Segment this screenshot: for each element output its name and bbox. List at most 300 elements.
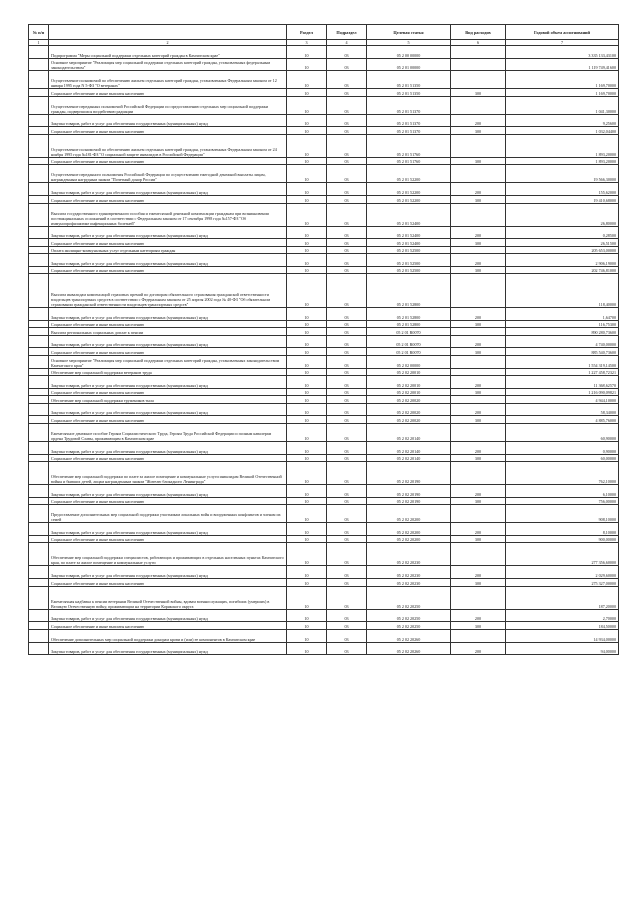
row-amount-cell: 1 032,04400 bbox=[506, 127, 619, 135]
row-name-cell: Социальное обеспечение и иные выплаты населению bbox=[49, 497, 287, 505]
header-subsection: Подраздел bbox=[327, 25, 367, 40]
header-section: Раздел bbox=[287, 25, 327, 40]
row-subsection-cell: 03 bbox=[327, 441, 367, 454]
table-row bbox=[29, 497, 619, 505]
row-amount-cell: 1 041,30000 bbox=[506, 96, 619, 114]
row-expense-type-cell: 300 bbox=[451, 127, 506, 135]
row-name-cell: Закупка товаров, работ и услуг для обеспечения государственных (муниципальных) нужд bbox=[49, 335, 287, 348]
row-expense-type-cell: 200 bbox=[451, 566, 506, 579]
row-name-cell: Выплата инвалидам компенсаций страховых премий по договорам обязательного страхования гражданской ответственности владельцев транспортных средств в соответствии с Федеральным законом от 25 апреля 2002 года № 40-ФЗ "Об обязательном страховании гражданской ответственности владельцев транспортных средств" bbox=[49, 274, 287, 308]
row-name-cell: Социальное обеспечение и иные выплаты населению bbox=[49, 127, 287, 135]
table-row bbox=[29, 239, 619, 247]
row-name-cell: Закупка товаров, работ и услуг для обеспечения государственных (муниципальных) нужд bbox=[49, 307, 287, 320]
row-subsection-cell: 03 bbox=[327, 579, 367, 587]
document-page bbox=[28, 24, 618, 655]
row-subsection-cell: 03 bbox=[327, 368, 367, 376]
row-name-cell: Обеспечение мер социальной поддержки по плате за жилое помещение и коммунальные услуги инвалидам Великой Отечественной войны и бывших детей, лицам награжденным знаком "Жителю блокадного Ленинграда" bbox=[49, 462, 287, 485]
row-subsection-cell: 03 bbox=[327, 403, 367, 416]
row-expense-type-cell: 300 bbox=[451, 157, 506, 165]
row-subsection-cell: 03 bbox=[327, 462, 367, 485]
table-row bbox=[29, 396, 619, 404]
row-name-cell: Закупка товаров, работ и услуг для обеспечения государственных (муниципальных) нужд bbox=[49, 642, 287, 655]
row-target-article-cell: 05 2 02 20190 bbox=[367, 497, 451, 505]
row-expense-type-cell: 200 bbox=[451, 335, 506, 348]
row-section-cell: 10 bbox=[287, 328, 327, 336]
row-name-cell: Социальное обеспечение и иные выплаты населению bbox=[49, 89, 287, 97]
table-row bbox=[29, 416, 619, 424]
row-section-cell: 10 bbox=[287, 423, 327, 441]
row-section-cell: 10 bbox=[287, 89, 327, 97]
row-expense-type-cell: 200 bbox=[451, 254, 506, 267]
row-amount-cell: 26,80000 bbox=[506, 203, 619, 226]
row-subsection-cell: 03 bbox=[327, 335, 367, 348]
row-number-cell bbox=[29, 183, 49, 196]
row-target-article-cell: 05 2 02 20190 bbox=[367, 485, 451, 498]
row-amount-cell: 26,51500 bbox=[506, 239, 619, 247]
row-number-cell bbox=[29, 335, 49, 348]
row-subsection-cell: 03 bbox=[327, 505, 367, 523]
row-amount-cell: 0,28500 bbox=[506, 226, 619, 239]
row-expense-type-cell bbox=[451, 355, 506, 368]
table-row bbox=[29, 505, 619, 523]
row-number-cell bbox=[29, 46, 49, 59]
row-subsection-cell: 03 bbox=[327, 629, 367, 642]
row-section-cell: 10 bbox=[287, 114, 327, 127]
row-expense-type-cell: 200 bbox=[451, 403, 506, 416]
table-row bbox=[29, 46, 619, 59]
row-name-cell: Социальное обеспечение и иные выплаты населению bbox=[49, 196, 287, 204]
row-number-cell bbox=[29, 441, 49, 454]
row-subsection-cell: 03 bbox=[327, 609, 367, 622]
row-subsection-cell: 03 bbox=[327, 239, 367, 247]
row-target-article-cell: 05 2 02 20020 bbox=[367, 396, 451, 404]
row-subsection-cell: 03 bbox=[327, 523, 367, 536]
row-name-cell: Осуществление переданных полномочий Российской Федерации по предоставлению отдельных мер социальной поддержки граждан, подвергшихся воздействию радиации bbox=[49, 96, 287, 114]
row-expense-type-cell bbox=[451, 462, 506, 485]
row-expense-type-cell: 200 bbox=[451, 642, 506, 655]
row-expense-type-cell bbox=[451, 505, 506, 523]
row-number-cell bbox=[29, 246, 49, 254]
row-number-cell bbox=[29, 203, 49, 226]
row-name-cell: Обеспечение дополнительных мер социальной поддержки донорам крови и (или) ее компонентов в Камчатском крае bbox=[49, 629, 287, 642]
row-section-cell: 10 bbox=[287, 403, 327, 416]
row-section-cell: 10 bbox=[287, 183, 327, 196]
row-number-cell bbox=[29, 579, 49, 587]
row-expense-type-cell: 200 bbox=[451, 441, 506, 454]
row-name-cell: Обеспечение мер социальной поддержки специалистов, работающих и проживающих в отдельных населенных пунктах Камчатского края, по плате за жилое помещение и коммунальные услуги bbox=[49, 543, 287, 566]
row-number-cell bbox=[29, 523, 49, 536]
row-expense-type-cell: 300 bbox=[451, 622, 506, 630]
row-section-cell: 10 bbox=[287, 266, 327, 274]
row-amount-cell: 4 944,10000 bbox=[506, 396, 619, 404]
row-amount-cell: 1 169,70000 bbox=[506, 89, 619, 97]
row-subsection-cell: 03 bbox=[327, 566, 367, 579]
row-number-cell bbox=[29, 239, 49, 247]
table-row bbox=[29, 266, 619, 274]
row-amount-cell: 9,25600 bbox=[506, 114, 619, 127]
row-subsection-cell: 03 bbox=[327, 157, 367, 165]
table-row bbox=[29, 403, 619, 416]
row-number-cell bbox=[29, 586, 49, 609]
row-expense-type-cell bbox=[451, 246, 506, 254]
table-row bbox=[29, 348, 619, 356]
table-row bbox=[29, 642, 619, 655]
col-number-5: 5 bbox=[367, 40, 451, 46]
row-subsection-cell: 03 bbox=[327, 328, 367, 336]
row-number-cell bbox=[29, 96, 49, 114]
row-expense-type-cell bbox=[451, 423, 506, 441]
row-section-cell: 10 bbox=[287, 416, 327, 424]
row-amount-cell: 1 893,20000 bbox=[506, 134, 619, 157]
table-row bbox=[29, 203, 619, 226]
row-section-cell: 10 bbox=[287, 165, 327, 183]
row-amount-cell: 14 934,00000 bbox=[506, 629, 619, 642]
row-target-article-cell: 05 2 02 20260 bbox=[367, 642, 451, 655]
row-subsection-cell: 03 bbox=[327, 622, 367, 630]
row-subsection-cell: 03 bbox=[327, 586, 367, 609]
row-number-cell bbox=[29, 127, 49, 135]
row-target-article-cell: 05 2 02 20230 bbox=[367, 543, 451, 566]
row-target-article-cell: 05 2 01 52800 bbox=[367, 320, 451, 328]
table-header-row bbox=[29, 25, 619, 40]
table-row bbox=[29, 566, 619, 579]
row-expense-type-cell: 200 bbox=[451, 523, 506, 536]
row-subsection-cell: 03 bbox=[327, 165, 367, 183]
row-number-cell bbox=[29, 497, 49, 505]
row-amount-cell: 1 554 319,14500 bbox=[506, 355, 619, 368]
row-amount-cell: 900,00000 bbox=[506, 535, 619, 543]
row-subsection-cell: 03 bbox=[327, 58, 367, 71]
row-number-cell bbox=[29, 462, 49, 485]
table-row bbox=[29, 368, 619, 376]
row-section-cell: 10 bbox=[287, 58, 327, 71]
row-section-cell: 10 bbox=[287, 203, 327, 226]
row-subsection-cell: 03 bbox=[327, 485, 367, 498]
row-target-article-cell: 05 2 01 00000 bbox=[367, 58, 451, 71]
row-amount-cell: 2 906,19000 bbox=[506, 254, 619, 267]
col-number-4: 4 bbox=[327, 40, 367, 46]
row-expense-type-cell bbox=[451, 328, 506, 336]
row-number-cell bbox=[29, 348, 49, 356]
row-number-cell bbox=[29, 355, 49, 368]
row-expense-type-cell: 300 bbox=[451, 348, 506, 356]
header-expense-type: Вид расходов bbox=[451, 25, 506, 40]
row-expense-type-cell: 300 bbox=[451, 579, 506, 587]
row-target-article-cell: 05 2 01 52400 bbox=[367, 239, 451, 247]
row-number-cell bbox=[29, 254, 49, 267]
row-expense-type-cell: 300 bbox=[451, 497, 506, 505]
row-subsection-cell: 03 bbox=[327, 183, 367, 196]
row-amount-cell: 890 280,73600 bbox=[506, 328, 619, 336]
row-name-cell: Основное мероприятие "Реализация мер социальной поддержки отдельных категорий граждан, установленных законодательством Камчатского края" bbox=[49, 355, 287, 368]
row-subsection-cell: 03 bbox=[327, 355, 367, 368]
row-amount-cell: 19 566,30000 bbox=[506, 165, 619, 183]
row-target-article-cell: 05 2 02 20020 bbox=[367, 403, 451, 416]
row-amount-cell: 116,75300 bbox=[506, 320, 619, 328]
row-target-article-cell: 05 2 01 51370 bbox=[367, 114, 451, 127]
row-section-cell: 10 bbox=[287, 127, 327, 135]
row-expense-type-cell: 300 bbox=[451, 535, 506, 543]
row-section-cell: 10 bbox=[287, 239, 327, 247]
row-section-cell: 10 bbox=[287, 355, 327, 368]
row-section-cell: 10 bbox=[287, 609, 327, 622]
row-name-cell: Социальное обеспечение и иные выплаты населению bbox=[49, 157, 287, 165]
row-section-cell: 10 bbox=[287, 348, 327, 356]
row-number-cell bbox=[29, 396, 49, 404]
row-name-cell: Выплата государственного единовременного пособия и ежемесячной денежной компенсации гражданам при возникновении поствакцинальных осложнений в соответствии с Федеральным законом от 17 сентября 1998 года №157-ФЗ "Об иммунопрофилактике инфекционных болезней" bbox=[49, 203, 287, 226]
table-row bbox=[29, 441, 619, 454]
row-amount-cell: 1 227 458,72321 bbox=[506, 368, 619, 376]
row-section-cell: 10 bbox=[287, 396, 327, 404]
table-row bbox=[29, 96, 619, 114]
row-name-cell: Ежемесячная надбавка к пенсии ветеранам Великой Отечественной войны, вдовам военнослужащих, погибших (умерших) в Великую Отечественную войну, проживающим на территории Корякского округа bbox=[49, 586, 287, 609]
row-name-cell: Социальное обеспечение и иные выплаты населению bbox=[49, 239, 287, 247]
row-amount-cell: 275 327,00000 bbox=[506, 579, 619, 587]
row-section-cell: 10 bbox=[287, 586, 327, 609]
row-number-cell bbox=[29, 505, 49, 523]
row-target-article-cell: 05 2 02 20010 bbox=[367, 388, 451, 396]
row-target-article-cell: 05 2 01 52500 bbox=[367, 246, 451, 254]
col-number-6: 6 bbox=[451, 40, 506, 46]
row-expense-type-cell: 300 bbox=[451, 266, 506, 274]
row-subsection-cell: 03 bbox=[327, 226, 367, 239]
row-target-article-cell: 05 2 02 20230 bbox=[367, 579, 451, 587]
row-expense-type-cell: 300 bbox=[451, 196, 506, 204]
col-number-1: 1 bbox=[29, 40, 49, 46]
row-target-article-cell: 05 2 01 51350 bbox=[367, 71, 451, 89]
row-name-cell: Социальное обеспечение и иные выплаты населению bbox=[49, 388, 287, 396]
row-name-cell: Социальное обеспечение и иные выплаты населению bbox=[49, 416, 287, 424]
row-target-article-cell: 05 2 02 20140 bbox=[367, 423, 451, 441]
row-section-cell: 10 bbox=[287, 462, 327, 485]
table-row bbox=[29, 579, 619, 587]
row-expense-type-cell bbox=[451, 58, 506, 71]
row-amount-cell: 60,90000 bbox=[506, 423, 619, 441]
row-section-cell: 10 bbox=[287, 71, 327, 89]
row-name-cell: Выплата региональных социальных доплат к пенсии bbox=[49, 328, 287, 336]
row-target-article-cell: 05 2 01 51370 bbox=[367, 96, 451, 114]
row-section-cell: 10 bbox=[287, 388, 327, 396]
row-name-cell: Социальное обеспечение и иные выплаты населению bbox=[49, 454, 287, 462]
row-section-cell: 10 bbox=[287, 134, 327, 157]
row-name-cell: Закупка товаров, работ и услуг для обеспечения государственных (муниципальных) нужд bbox=[49, 226, 287, 239]
row-name-cell: Подпрограмма "Меры социальной поддержки отдельных категорий граждан в Камчатском крае" bbox=[49, 46, 287, 59]
row-target-article-cell: 05 2 02 20140 bbox=[367, 454, 451, 462]
row-section-cell: 10 bbox=[287, 96, 327, 114]
row-amount-cell: 1 169,70000 bbox=[506, 71, 619, 89]
row-expense-type-cell: 200 bbox=[451, 376, 506, 389]
row-section-cell: 10 bbox=[287, 246, 327, 254]
row-number-cell bbox=[29, 642, 49, 655]
row-expense-type-cell: 300 bbox=[451, 454, 506, 462]
row-subsection-cell: 03 bbox=[327, 642, 367, 655]
row-subsection-cell: 03 bbox=[327, 423, 367, 441]
row-number-cell bbox=[29, 543, 49, 566]
table-row bbox=[29, 114, 619, 127]
row-subsection-cell: 03 bbox=[327, 196, 367, 204]
table-row bbox=[29, 254, 619, 267]
table-row bbox=[29, 355, 619, 368]
row-number-cell bbox=[29, 165, 49, 183]
row-target-article-cell: 05 2 02 20010 bbox=[367, 368, 451, 376]
row-section-cell: 10 bbox=[287, 543, 327, 566]
table-row bbox=[29, 523, 619, 536]
row-target-article-cell: 05 2 02 20010 bbox=[367, 376, 451, 389]
row-amount-cell: 4 885,76000 bbox=[506, 416, 619, 424]
row-section-cell: 10 bbox=[287, 454, 327, 462]
row-number-cell bbox=[29, 328, 49, 336]
row-section-cell: 10 bbox=[287, 368, 327, 376]
row-number-cell bbox=[29, 566, 49, 579]
row-number-cell bbox=[29, 89, 49, 97]
row-target-article-cell: 05 2 02 20230 bbox=[367, 566, 451, 579]
col-number-3: 3 bbox=[287, 40, 327, 46]
row-expense-type-cell: 200 bbox=[451, 226, 506, 239]
row-expense-type-cell: 200 bbox=[451, 183, 506, 196]
row-subsection-cell: 03 bbox=[327, 254, 367, 267]
row-subsection-cell: 03 bbox=[327, 96, 367, 114]
row-section-cell: 10 bbox=[287, 46, 327, 59]
row-section-cell: 10 bbox=[287, 566, 327, 579]
row-subsection-cell: 03 bbox=[327, 307, 367, 320]
row-target-article-cell: 05 2 01 51370 bbox=[367, 127, 451, 135]
row-target-article-cell: 05 2 02 20020 bbox=[367, 416, 451, 424]
row-expense-type-cell: 300 bbox=[451, 388, 506, 396]
row-name-cell: Закупка товаров, работ и услуг для обеспечения государственных (муниципальных) нужд bbox=[49, 254, 287, 267]
row-number-cell bbox=[29, 403, 49, 416]
row-expense-type-cell bbox=[451, 396, 506, 404]
row-amount-cell: 2,70000 bbox=[506, 609, 619, 622]
row-expense-type-cell: 200 bbox=[451, 114, 506, 127]
row-subsection-cell: 03 bbox=[327, 543, 367, 566]
row-target-article-cell: 05 2 02 00000 bbox=[367, 355, 451, 368]
table-row bbox=[29, 89, 619, 97]
row-name-cell: Социальное обеспечение и иные выплаты населению bbox=[49, 622, 287, 630]
row-target-article-cell: 05 2 01 R0070 bbox=[367, 335, 451, 348]
row-name-cell: Основное мероприятие "Реализация мер социальной поддержки отдельных категорий граждан, установленных федеральным законодательством" bbox=[49, 58, 287, 71]
row-amount-cell: 8,10000 bbox=[506, 523, 619, 536]
row-subsection-cell: 03 bbox=[327, 535, 367, 543]
row-section-cell: 10 bbox=[287, 505, 327, 523]
row-target-article-cell: 05 2 01 R0070 bbox=[367, 348, 451, 356]
row-expense-type-cell bbox=[451, 586, 506, 609]
row-number-cell bbox=[29, 423, 49, 441]
row-name-cell: Ежемесячное денежное пособие Героям Социалистического Труда, Героям Труда Российской Федерации и полным кавалерам ордена Трудовой Славы, проживающим в Камчатском крае bbox=[49, 423, 287, 441]
row-section-cell: 10 bbox=[287, 157, 327, 165]
table-row bbox=[29, 485, 619, 498]
row-amount-cell: 2 029,60000 bbox=[506, 566, 619, 579]
budget-table bbox=[28, 24, 619, 655]
row-section-cell: 10 bbox=[287, 485, 327, 498]
row-subsection-cell: 03 bbox=[327, 134, 367, 157]
row-amount-cell: 1 119 749,41600 bbox=[506, 58, 619, 71]
row-amount-cell: 94,00000 bbox=[506, 642, 619, 655]
table-row bbox=[29, 127, 619, 135]
table-row bbox=[29, 134, 619, 157]
row-target-article-cell: 05 2 02 20190 bbox=[367, 462, 451, 485]
row-section-cell: 10 bbox=[287, 441, 327, 454]
row-name-cell: Закупка товаров, работ и услуг для обеспечения государственных (муниципальных) нужд bbox=[49, 114, 287, 127]
row-amount-cell: 19 410,68000 bbox=[506, 196, 619, 204]
row-name-cell: Закупка товаров, работ и услуг для обеспечения государственных (муниципальных) нужд bbox=[49, 523, 287, 536]
table-row bbox=[29, 328, 619, 336]
row-section-cell: 10 bbox=[287, 376, 327, 389]
row-number-cell bbox=[29, 376, 49, 389]
row-target-article-cell: 05 2 02 20250 bbox=[367, 586, 451, 609]
row-amount-cell: 187,20000 bbox=[506, 586, 619, 609]
row-amount-cell: 756,00000 bbox=[506, 497, 619, 505]
row-subsection-cell: 03 bbox=[327, 266, 367, 274]
row-number-cell bbox=[29, 454, 49, 462]
row-subsection-cell: 03 bbox=[327, 89, 367, 97]
row-subsection-cell: 03 bbox=[327, 114, 367, 127]
row-name-cell: Социальное обеспечение и иные выплаты населению bbox=[49, 535, 287, 543]
row-amount-cell: 58,34000 bbox=[506, 403, 619, 416]
row-amount-cell: 184,50000 bbox=[506, 622, 619, 630]
row-amount-cell: 885 540,73600 bbox=[506, 348, 619, 356]
row-name-cell: Осуществление полномочий по обеспечению жильем отдельных категорий граждан, установленных Федеральным законом от 12 января 1995 года N 5-ФЗ "О ветеранах" bbox=[49, 71, 287, 89]
table-row bbox=[29, 307, 619, 320]
row-target-article-cell: 05 2 01 R0070 bbox=[367, 328, 451, 336]
row-name-cell: Предоставление дополнительных мер социальной поддержки участникам локальных войн и вооруженных конфликтов и членам их семей bbox=[49, 505, 287, 523]
row-amount-cell: 6,10000 bbox=[506, 485, 619, 498]
row-section-cell: 10 bbox=[287, 307, 327, 320]
table-row bbox=[29, 165, 619, 183]
row-subsection-cell: 03 bbox=[327, 274, 367, 308]
row-amount-cell: 1 216 090,09821 bbox=[506, 388, 619, 396]
row-expense-type-cell bbox=[451, 543, 506, 566]
row-section-cell: 10 bbox=[287, 642, 327, 655]
row-subsection-cell: 03 bbox=[327, 203, 367, 226]
table-row bbox=[29, 196, 619, 204]
row-number-cell bbox=[29, 535, 49, 543]
row-target-article-cell: 05 2 02 20200 bbox=[367, 535, 451, 543]
table-row bbox=[29, 58, 619, 71]
row-target-article-cell: 05 2 01 52800 bbox=[367, 307, 451, 320]
table-row bbox=[29, 274, 619, 308]
row-number-cell bbox=[29, 368, 49, 376]
row-expense-type-cell bbox=[451, 71, 506, 89]
row-name-cell: Закупка товаров, работ и услуг для обеспечения государственных (муниципальных) нужд bbox=[49, 566, 287, 579]
row-target-article-cell: 05 2 02 20250 bbox=[367, 609, 451, 622]
row-section-cell: 10 bbox=[287, 579, 327, 587]
row-name-cell: Закупка товаров, работ и услуг для обеспечения государственных (муниципальных) нужд bbox=[49, 441, 287, 454]
row-subsection-cell: 03 bbox=[327, 320, 367, 328]
row-number-cell bbox=[29, 114, 49, 127]
row-section-cell: 10 bbox=[287, 226, 327, 239]
table-row bbox=[29, 622, 619, 630]
row-expense-type-cell: 200 bbox=[451, 609, 506, 622]
row-name-cell: Закупка товаров, работ и услуг для обеспечения государственных (муниципальных) нужд bbox=[49, 609, 287, 622]
row-name-cell: Социальное обеспечение и иные выплаты населению bbox=[49, 266, 287, 274]
table-body bbox=[29, 46, 619, 655]
table-row bbox=[29, 71, 619, 89]
row-amount-cell: 155,62000 bbox=[506, 183, 619, 196]
row-expense-type-cell bbox=[451, 368, 506, 376]
row-target-article-cell: 05 2 01 51760 bbox=[367, 157, 451, 165]
row-subsection-cell: 03 bbox=[327, 454, 367, 462]
row-name-cell: Обеспечение мер социальной поддержки ветеранов труда bbox=[49, 368, 287, 376]
row-number-cell bbox=[29, 134, 49, 157]
row-expense-type-cell: 300 bbox=[451, 239, 506, 247]
row-section-cell: 10 bbox=[287, 254, 327, 267]
row-number-cell bbox=[29, 307, 49, 320]
table-row bbox=[29, 388, 619, 396]
row-expense-type-cell bbox=[451, 274, 506, 308]
row-expense-type-cell: 300 bbox=[451, 89, 506, 97]
row-section-cell: 10 bbox=[287, 629, 327, 642]
row-number-cell bbox=[29, 71, 49, 89]
